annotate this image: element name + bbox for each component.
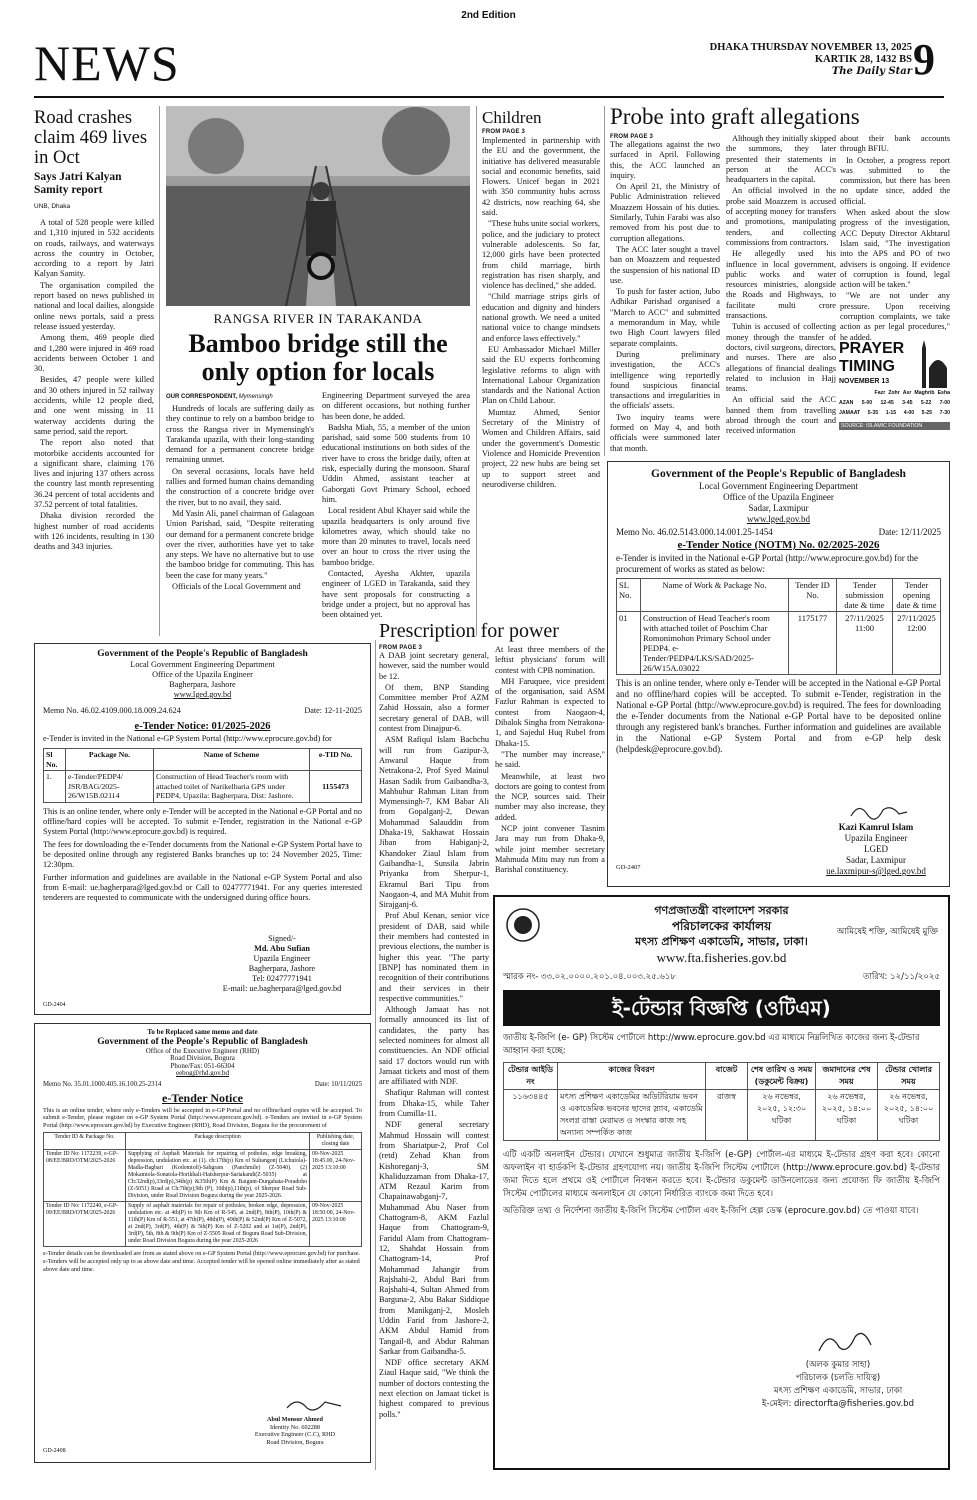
signatory-title: Sadar, Laxmipur (845, 855, 907, 865)
edition-label: 2nd Edition (461, 10, 516, 21)
bridge-kicker: RANGSA RIVER IN TARAKANDA (213, 311, 423, 326)
prayer-title-2: TIMING (839, 358, 895, 375)
tender-table (43, 748, 362, 803)
table-cell: Tender ID No: 1172240, e-GP-09/EE/BRD/OTM/2025-2026 (44, 1202, 126, 1247)
ad-subheading: Local Government Engineering Department (699, 481, 858, 491)
children-article (482, 108, 600, 636)
paragraph: A total of 528 people were killed and 1,310 injured in 532 accidents on roads, railways, and waterways across the country in October, according to a report by Jatri Kalyan Samity. (34, 218, 154, 279)
road-headline: Road crashes claim 469 lives in Oct (34, 108, 148, 168)
signatory-name: (অলক কুমার সাহা) (805, 1360, 871, 1370)
memo-row (43, 706, 362, 716)
table-cell: রাজস্ব (706, 1090, 748, 1141)
table-header: Name of Work & Package No. (641, 579, 789, 612)
signatory (738, 1359, 938, 1411)
ad-heading: গণপ্রজাতন্ত্রী বাংলাদেশ সরকার (654, 904, 789, 917)
signatory (230, 1416, 360, 1446)
from-page-label: FROM PAGE 3 (610, 134, 654, 140)
prayer-header: Zohr (888, 390, 900, 396)
paragraph: Although Jamaat has not formally announced its list of candidates, the party has selected nominees for almost all constituencies. An NDF official said 17 doctors would run with Jamaat tickets and most of them are affiliated with NDF. (379, 1005, 489, 1087)
paragraph: Badsha Miah, 55, a member of the union parishad, said some 500 students from 10 educational institutions on both sides of the river have to cross the bridge daily, often at risk, especially during the monsoon. Sharaf Uddin Ahmed, assistant teacher at Gaborgati Govt Primary School, echoed him. (322, 422, 470, 504)
jamaat-time: 5-35 (867, 410, 879, 416)
table-row (44, 1150, 362, 1202)
ad-website: www.lged.gov.bd (746, 514, 811, 524)
paragraph: "These hubs unite social workers, police, and the judiciary to protect vulnerable adolescents. So far, 12,000 girls have been protected from child marriage, birth registration has risen sharply, and violence has declined," she added. (482, 219, 600, 291)
table-cell: ২৬ নভেম্বর, ২০২৫, ১৪:০০ ঘটিকা (816, 1090, 878, 1141)
ad-subheading: Office of the Upazila Engineer (152, 670, 253, 679)
table-cell: Tender ID No: 1172239, e-GP-08/EE/BRD/OTM/2025-2026 (44, 1150, 126, 1202)
ad-top-note: To be Replaced same memo and date (147, 1028, 258, 1036)
memo-row (43, 1081, 362, 1089)
azan-time: 3-45 (902, 400, 913, 406)
table-header: Package No. (66, 749, 154, 771)
ad-email: eebog@rhd.gov.bd (175, 1069, 230, 1078)
page-number: 9 (913, 35, 935, 84)
table-cell: ১১৬৩৪৪৫ (504, 1090, 558, 1141)
bridge-col-1 (166, 404, 314, 634)
ad-subheading: Road Division, Bogura (170, 1054, 235, 1063)
paragraph: Two inquiry teams were formed on May 4, and both officials were summoned later that month. (610, 412, 720, 453)
paragraph: Of them, BNP Standing Committee member Prof AZM Zahid Hossain, also a former secretary general of DAB, will contest from Dinajpur-6. (379, 682, 489, 734)
paragraph: A DAB joint secretary general, however, said the number would be 12. (379, 651, 489, 681)
signatory (202, 934, 362, 994)
table-header: Package description (126, 1133, 310, 1150)
paragraph: Implemented in partnership with the EU and the government, the initiative has delivered measurable social and economic benefits, said Flowers. Unicef began in 2021 with 350 community hubs across 42 districts, now reaching 64, she said. (482, 136, 600, 218)
probe-col-2 (726, 134, 836, 456)
ad-subheading: Office of the Upazila Engineer (723, 492, 834, 502)
paragraph: Prof Abul Kenan, senior vice president of DAB, said while their members had contested in previous elections, the number is higher this year. "The party [BNP] has nominated them in recognition of their contributions and their services in their respective communities." (379, 911, 489, 1003)
prayer-title-1: PRAYER (839, 340, 905, 357)
paragraph: Tuhin is accused of collecting money through the transfer of doctors, civil surgeons, directors, and nurses. There are also allegations of financial dealings related to inclusion in Hajj teams. (726, 322, 836, 394)
ad-code: GD-2407 (616, 864, 641, 871)
signatory (811, 822, 941, 877)
jamaat-time: 4-00 (903, 410, 915, 416)
table-header-row (617, 579, 941, 612)
prayer-timing-box (839, 338, 950, 458)
jamaat-time: 7-30 (939, 410, 950, 416)
signatory-title: Upazila Engineer (844, 833, 908, 843)
mosque-icon (919, 338, 950, 388)
table-cell: মৎস্য প্রশিক্ষণ একাডেমির অডিটরিয়াম ভবন ও একাডেমিক ভবনের ছাদের স্ল্যাব, একাডেমি সংলগ্ন রাস্তা মেরামত ও সংস্কার কাজ সহ অন্যান্য সম্পর্কিত কাজ (558, 1090, 706, 1141)
notice-banner: ই-টেন্ডার বিজ্ঞপ্তি (ওটিএম) (503, 990, 940, 1026)
paragraph: Dhaka division recorded the highest number of road accidents with 126 incidents, resulting in 130 deaths and 343 injuries. (34, 511, 154, 552)
table-header-row (504, 1063, 940, 1090)
ad-code: GD-2404 (43, 1002, 66, 1008)
paragraph: He allegedly used his influence in local government, public works and water resources ministries, alongside the Roads and Highways, to facilitate multi crore transactions. (726, 249, 836, 321)
signature (815, 1327, 875, 1357)
table-header: শেষ তারিখ ও সময় (ডকুমেন্ট বিক্রয়) (748, 1063, 816, 1090)
table-cell: 27/11/2025 11:00 (837, 612, 893, 675)
table-header: বাজেট (706, 1063, 748, 1090)
table-cell: 1. (44, 771, 66, 803)
ad-paragraph: এটি একটি অনলাইন টেন্ডার। যেখানে শুধুমাত্র জাতীয় ই-জিপি (e-GP) পোর্টাল-এর মাধ্যমে ই-টেন্ডার গ্রহণ করা হবে। কোনো অফলাইন বা হার্ডকপি ই-টেন্ডার গ্রহণযোগ্য নয়। জাতীয় ই-জিপি সিস্টেম পোর্টালে (http://www.eprocure.gov.bd) ই-টেন্ডার জমা দিতে হলে প্রথমে ওই পোর্টালে নিবন্ধন করতে হবে। ই-টেন্ডার ডকুমেন্ট ডাউনলোডের জন্য প্রযোজ্য ফি জাতীয় ই-জিপি সিস্টেম পোর্টালের মাধ্যমে অনলাইনে যে কোনো নির্ধারিত ব্যাংকে জমা দিতে হবে। (503, 1150, 940, 1199)
ad-subheading: Local Government Engineering Department (130, 660, 275, 669)
bridge-photo (166, 106, 470, 306)
paragraph: Among them, 469 people died and 1,280 were injured in 469 road accidents between October 1 and 30. (34, 333, 154, 374)
probe-col-1 (610, 134, 720, 456)
ad-paragraph: This is an online tender, where only e-Tender will be accepted in the National e-GP Portal and no offline/hard copies will be accepted. To submit e-Tender, registration in the National e-GP System Portal (http://www.eprocure.gov.bd) is required. (43, 806, 362, 836)
table-row (617, 612, 941, 675)
table-header: Sl No. (44, 749, 66, 771)
table-cell: 09-Nov-2025 18:45.00, 24-Nov-2025 13:10:00 (310, 1150, 362, 1202)
azan-time: 7-00 (939, 400, 950, 406)
signatory-title: Upazila Engineer (253, 954, 311, 963)
jamaat-time: 5-25 (921, 410, 933, 416)
laxmipur-tender-ad (607, 461, 950, 887)
table-header: টেন্ডার খোলার সময় (878, 1063, 940, 1090)
memo-date: Date: 12/11/2025 (878, 527, 941, 537)
table-header-row (44, 1133, 362, 1150)
ad-intro: জাতীয় ই-জিপি (e- GP) সিস্টেম পোর্টালে http://www.eprocure.gov.bd এর মাধ্যমে নিম্নলিখিত কাজের জন্য ই-টেন্ডার আহ্বান করা হচ্ছে: (503, 1033, 920, 1056)
paragraph: Md Yasin Ali, panel chairman of Galagoan Union Parishad, said, "Despite reiterating our demand for a permanent concrete bridge over the river, authorities have yet to take any steps. We have no alternative but to use the bamboo bridge for commuting. This has been the case for many years." (166, 508, 314, 580)
column-rule (375, 640, 376, 1470)
paragraph: Contacted, Ayesha Akhter, upazila engineer of LGED in Tarakanda, said they have sent proposals for constructing a bridge under a project, but no approval has been obtained yet. (322, 569, 470, 620)
memo-date: Date: 12-11-2025 (304, 706, 362, 715)
bridge-headline: Bamboo bridge still the only option for locals (188, 329, 448, 386)
signatory-email: E-mail: ue.bagherpara@lged.gov.bd (222, 984, 342, 993)
signatory-name: Kazi Kamrul Islam (838, 822, 914, 832)
government-seal-icon (505, 907, 541, 943)
memo-number: Memo No. 46.02.4109.000.18.009.24.624 (43, 706, 181, 715)
byline-name: OUR CORRESPONDENT, (166, 394, 238, 400)
signatory-email: ue.laxmipur-s@lged.gov.bd (826, 866, 926, 876)
tender-table (616, 578, 941, 675)
children-headline: Children (482, 108, 542, 127)
azan-time: 12-45 (880, 400, 894, 406)
table-header: জমাদানের শেষ সময় (816, 1063, 878, 1090)
dateline-date: DHAKA THURSDAY NOVEMBER 13, 2025 (709, 42, 912, 53)
jamaat-row (839, 410, 950, 416)
tender-table (43, 1132, 362, 1247)
tender-table (503, 1062, 940, 1141)
paragraph: Shafiqur Rahman will contest from Dhaka-15, while Taher from Cumilla-11. (379, 1088, 489, 1119)
road-subhead: Says Jatri Kalyan Samity report (34, 171, 122, 196)
table-row (44, 1202, 362, 1247)
paragraph: Hundreds of locals are suffering daily as they continue to rely on a bamboo bridge to cross the Rangsa river in Mymensingh's Tarakanda upazila, with their long-standing demand for a permanent concrete bridge remaining unmet. (166, 404, 314, 465)
ad-paragraph: অতিরিক্ত তথ্য ও নির্দেশনা জাতীয় ই-জিপি সিস্টেম পোর্টাল এবং ই-জিপি হেল্প ডেস্ক (eprocure.gov.bd) তে পাওয়া যাবে। (503, 1206, 919, 1216)
probe-col-3 (840, 134, 950, 342)
memo-number: স্মারক নং- ৩৩.০২.০০০০.২০১.০৪.০০৩.২৫.৬১৮ (503, 972, 676, 982)
table-cell: Supply of asphalt materials for repair of potholes, broken edge, depression, undulation etc. at 4th(P) to 9th Km of R-545, at 2nd(P), 8th(P), 10th(P) & 11th(P) Km of R-551, at 47th(P), 48th(P), 49th(P) & 52nd(P) Km of Z-5072, at 2nd(P), 3rd(P), 4th(P) & 5th(P) Km of Z-5202 and at 1st(P), 2nd(P), 3rd(P), 5th, 8th & 9th(P) Km of Z-5505 Road of Bogura Road Sub-Division, under Road Division Bogura during the year 2025-2026 (126, 1202, 310, 1247)
ad-intro: e-Tender is invited in the National e-GP System Portal (http://www.eprocure.gov.bd) for (43, 734, 332, 743)
rhd-tender-ad (34, 1023, 371, 1463)
paragraph: On several occasions, locals have held rallies and formed human chains demanding the construction of a concrete bridge over the river, but to no avail, they said. (166, 466, 314, 507)
paragraph: EU Ambassador Michael Miller said the EU expects forthcoming legislative reforms to align with International Labour Organization standards and the National Action Plan on Child Labour. (482, 344, 600, 406)
paragraph: An official said the ACC banned them from travelling abroad through the court and received information (726, 395, 836, 436)
bamboo-bridge-photo-illustration (166, 106, 470, 306)
prescription-col-1 (379, 645, 489, 1475)
prayer-header: Esha (937, 390, 950, 396)
ad-paragraph: e-Tenders will be accepted only up to as above date and time. Accepted tender will be opened online immediately after as stated above date and time. (43, 1257, 360, 1273)
table-header: টেন্ডার আইডি নং (504, 1063, 558, 1090)
ad-subheading: পরিচালকের কার্যালয় (671, 919, 772, 933)
masthead-rule (34, 96, 944, 98)
signed-label: Signed/- (268, 934, 296, 943)
prayer-headers (839, 390, 950, 396)
from-page-label: FROM PAGE 3 (379, 645, 423, 651)
paragraph: "We are not under any pressure. Upon receiving corruption complaints, we take action as per legal procedures," he added. (840, 291, 950, 342)
ad-subheading: Phone/Fax: 051-66304 (170, 1061, 235, 1070)
prayer-source: SOURCE: ISLAMIC FOUNDATION (839, 422, 950, 430)
ad-heading: Government of the People's Republic of Bangladesh (97, 649, 308, 659)
ad-subheading: Sadar, Laxmipur (748, 503, 809, 513)
signatory-title: LGED (864, 844, 888, 854)
ad-website: www.fta.fisheries.gov.bd (656, 950, 787, 965)
table-cell: 09-Nov-2025 18:50:00, 24-Nov-2025 13:10:00 (310, 1202, 362, 1247)
paragraph: When asked about the slow progress of the investigation, ACC Deputy Director Akhtarul Islam said, "The investigation into the APS and PO of two advisers is ongoing. If evidence of corruption is found, legal action will be taken." (840, 208, 950, 290)
signature (285, 1394, 345, 1416)
table-cell: ২৬ নভেম্বর, ২০২৫, ১২:৩০ ঘটিকা (748, 1090, 816, 1141)
table-cell: Supplying of Asphalt Materials for repairing of potholes, edge breaking, depression, undulation etc. at (1). ch:17th(p) Km of Sultangonj (Lichutola)-Madla-Bagbari (Kodomtoli)-Sabgram (Panchmile) (Z-5040). (2) Mokamtola-Sonatola-Horikhali-Hatsherpur-Sariakandi(Z-5035) at Ch:32nd(p),33rd(p),34th(p) &35th(P) Km & Baigunt-Durgahata-Poradoho (Z-5051) Road at Ch:7th(p),9th (P), 10th(p),11th(p), of Sherpur Road Sub-Division, under Road Division Bogura during the year 2025-2026. (126, 1150, 310, 1202)
ad-code: GD-2408 (43, 1448, 66, 1454)
column-rule (604, 106, 605, 456)
table-header-row (44, 749, 362, 771)
ad-paragraph: e-Tender details can be downloaded are from as stated above on e-GP System Portal (http://www.eprocure.gov.bd) for purchase. (43, 1250, 361, 1258)
memo-date: তারিখ: ১২/১১/২০২৫ (863, 972, 940, 982)
table-cell: ২৬ নভেম্বর, ২০২৫, ১৪:০০ ঘটিকা (878, 1090, 940, 1141)
signatory-title: পরিচালক (চলতি দায়িত্ব) (795, 1373, 881, 1383)
road-byline: UNB, Dhaka (34, 203, 71, 210)
azan-row (839, 400, 950, 406)
paragraph: Local resident Abul Khayer said while the upazila headquarters is only around five kilometres away, which should take no more than 20 minutes to travel, locals need over an hour to cross the river using the bamboo bridge. (322, 506, 470, 567)
paragraph: Mumtaz Ahmed, Senior Secretary of the Ministry of Women and Children Affairs, said under the government's Domestic Violence and Homicide Prevention project, 22 new hubs are being set up to support street and neurodiverse children. (482, 407, 600, 489)
table-cell: 1175177 (789, 612, 837, 675)
signatory-title: Executive Engineer (C.C), RHD (254, 1431, 336, 1439)
column-rule (476, 106, 477, 636)
paper-name: The Daily Star (831, 66, 912, 77)
table-header: Tender submission date & time (837, 579, 893, 612)
ad-paragraph: The fees for downloading the e-Tender documents from the National e-GP System Portal have to be deposited online through any registered Banks branches up to: 24 November 2025, Time: 12:30pm. (43, 839, 362, 869)
table-header: Tender ID No. (789, 579, 837, 612)
bridge-byline (166, 394, 316, 400)
from-page-label: FROM PAGE 3 (482, 129, 526, 135)
notice-title: e-Tender Notice (NOTM) No. 02/2025-2026 (677, 539, 880, 551)
prayer-header: Asr (902, 390, 912, 396)
table-header: কাজের বিবরণ (558, 1063, 706, 1090)
memo-date: Date: 10/11/2025 (314, 1080, 362, 1088)
table-cell: 1155473 (310, 771, 362, 803)
ad-subheading: Office of the Executive Engineer (RHD) (145, 1046, 260, 1055)
paragraph: Although they initially skipped the summons, they later presented their statements in person at the ACC's headquarters in the capital. (726, 134, 836, 185)
signatory-name: Md. Abu Sufian (254, 944, 310, 953)
paragraph: ASM Rafiqul Islam Bachchu will run from Gazipur-3, Anwarul Haque from Netrakona-2, Prof Syed Mainul Hasan Sadik from Gaibandha-3, Mahbubur Rahman Litan from Mymensingh-7, KM Babar Ali from Gopalganj-2, Dewan Mohammad Salauddin from Dhaka-19, Sakhawat Hossain Jiban from Habiganj-2, Khandoker Ziaul Islam from Gaibandha-1, Sunsila Jabrin Priyanka from Sherpur-1, Ekramul Bari Tipu from Naogaon-4, and MA Muhit from Sirajganj-6. (379, 735, 489, 910)
ad-intro: This is an online tender, where only e-Tenders will be accepted in e-GP Portal and no offline/hard copies will be accepted. To submit e-Tender, please register on e-GP System Portal (http://www.eprocure.gov.bd). e-Tenders are invited in e-GP System Portal (http://www.eprocure.gov.bd) by Executive Engineer (RHD), Road Division, Bogura for the procurement of (43, 1106, 362, 1129)
azan-label: AZAN (839, 400, 854, 406)
signatory-title: Identity No. 602288 (269, 1423, 320, 1431)
ad-subheading: Bagherpara, Jashore (169, 680, 236, 689)
table-header: Tender opening date & time (893, 579, 941, 612)
signatory-name: Abul Monsur Ahmed (267, 1416, 323, 1423)
jamaat-time: 1-15 (885, 410, 897, 416)
byline-place: Mymensingh (238, 394, 273, 400)
prayer-header: Fazr (874, 390, 886, 396)
table-row (504, 1090, 940, 1141)
fisheries-tender-ad (493, 895, 950, 1470)
table-cell: 27/11/2025 12:00 (893, 612, 941, 675)
table-header: SL No. (617, 579, 641, 612)
paragraph: At least three members of the leftist physicians' forum will contest with CPB nomination. (495, 645, 605, 675)
jamaat-label: JAMAAT (839, 410, 861, 416)
table-cell: Construction of Head Teacher's room with attached toilet of Narikelbaria GPS under PEDP4, Upazila: Bagherpara, Dist: Jashore. (154, 771, 310, 803)
paragraph: To push for faster action, Jubo Adhikar Parishad organised a "March to ACC" and submitted a memorandum in May, while two High Court lawyers filed separate complaints. (610, 287, 720, 348)
paragraph: The allegations against the two surfaced in April. Following this, the ACC launched an inquiry. (610, 140, 720, 180)
bagherpara-tender-ad (34, 643, 371, 1015)
dateline (640, 42, 912, 78)
ad-website: www.lged.gov.bd (173, 690, 232, 699)
memo-row (503, 970, 940, 984)
column-rule (159, 106, 160, 636)
prayer-header: Maghrib (914, 390, 935, 396)
table-header: e-TID No. (310, 749, 362, 771)
table-header: Publishing date, closing date (310, 1133, 362, 1150)
road-body (34, 218, 154, 553)
paragraph: NDF general secretary Mahmud Hossain will contest from Shariatpur-2, Prof Col (retd) Zehad Khan from Kishoreganj-3, SM Khaliduzzaman from Dhaka-17, ATM Rezaul Karim from Chapainawabganj-7, Muhammad Abu Naser from Chattogram-8, AKM Fazlul Haque from Chattogram-9, Faridul Alam from Chattogram-12, Shahdat Hossain from Chattogram-14, Prof Mohammad Jahangir from Rajshahi-2, Abdul Bari from Rajshahi-4, Sultan Ahmed from Barguna-2, Abu Bakar Siddique from Manikganj-2, Mosleh Uddin Farid from Jashore-2, AKM Abdul Hamid from Tangail-8, and Abdur Rahman Sarkar from Gaibandha-5. (379, 1120, 489, 1356)
ad-paragraph: Further information and guidelines are available in the National e-GP System Portal and also from E-mail: ue.bagherpara@lged.gov.bd or Call to 02477771941. For any queries interested tenderers are requested to communicate with the undersigned during office hours. (43, 872, 362, 902)
memo-number: Memo No. 46.02.5143.000.14.001.25-1454 (616, 527, 773, 537)
memo-row (616, 527, 941, 538)
table-header: Tender ID & Package No. (44, 1133, 126, 1150)
ad-paragraph: This is an online tender, where only e-Tender will be accepted in the National e-GP Portal and no offline/hard copies will be accepted. To submit e-Tender, registration in the National e-GP Portal (http://www.eprocure.gov.bd) is required. The fees for downloading the e-Tender documents from the National e-GP Portal have to be deposited online through any registered bank's branches. Further information and guidelines are available in the National e-GP System Portal and from e-GP help desk (helpdesk@eprocure.gov.bd). (616, 678, 941, 754)
paragraph: An official involved in the probe said Moazzem is accused of accepting money for transfers and promotions, manipulating tenders, and collecting commissions from contractors. (726, 186, 836, 247)
paragraph: Meanwhile, at least two doctors are going to contest from the NCP, sources said. Their number may also increase, they added. (495, 771, 605, 822)
ad-heading: Government of the People's Republic of Bangladesh (97, 1036, 308, 1047)
table-row (44, 771, 362, 803)
azan-time: 5-22 (920, 400, 932, 406)
signature (849, 800, 909, 822)
ad-subheading: মৎস্য প্রশিক্ষণ একাডেমি, সাভার, ঢাকা। (635, 935, 808, 948)
paragraph: During preliminary investigation, the ACC's intelligence wing reportedly found suspicious financial transactions and irregularities in the officials' assets. (610, 349, 720, 411)
table-cell: 01 (617, 612, 641, 675)
signatory-title: মৎস্য প্রশিক্ষণ একাডেমি, সাভার, ঢাকা (773, 1386, 903, 1396)
prescription-headline: Prescription for power (379, 620, 559, 642)
signatory-title: Road Division, Bogura (266, 1438, 324, 1446)
paragraph: "Child marriage strips girls of education and dignity and hinders national growth. We need a united national voice to change mindsets and enforce laws effectively." (482, 292, 600, 343)
signatory-title: Bagherpara, Jashore (248, 964, 316, 973)
paragraph: In October, a progress report was submitted to the commission, but there has been no update since, added the official. (840, 155, 950, 206)
paragraph: "The number may increase," he said. (495, 749, 605, 770)
memo-number: Memo No. 35.01.1000.405.16.100.25-2314 (43, 1080, 162, 1088)
paragraph: NDF office secretary AKM Ziaul Haque said, "We think the number of doctors contesting the next election on Jamaat ticket is highest compared to previous polls." (379, 1358, 489, 1419)
signatory-phone: Tel: 02477771941 (252, 974, 312, 983)
paragraph: The organisation compiled the report based on news published in national and local dailies, alongside online news portals, said a press release issued yesterday. (34, 280, 154, 331)
paragraph: MH Faruquee, vice president of the organisation, said ASM Fazlur Rahman is expected to contest from Naogaon-4, Dibalok Singha from Netrakona-1, and Sajedul Huq Rubel from Dhaka-15. (495, 676, 605, 748)
paragraph: The ACC later sought a travel ban on Moazzem and requested the suspension of his national ID use. (610, 244, 720, 285)
probe-headline: Probe into graft allegations (610, 104, 860, 129)
prayer-date: NOVEMBER 13 (839, 378, 890, 385)
ad-heading: Government of the People's Republic of Bangladesh (651, 468, 906, 480)
ad-intro: e-Tender is invited in the National e-GP Portal (http://www.eprocure.gov.bd) for the procurement of works as stated as below: (616, 553, 919, 574)
paragraph: NCP joint convener Tasnim Jara may run from Dhaka-9, while joint member secretary Mahmuda Mitu may run from a Barishal constituency. (495, 824, 605, 875)
table-cell: Construction of Head Teacher's room with attached toilet of Poschim Char Romonimohon Primary School under PEDP4. e-Tender/PEDP4/LKS/SAD/2025-26/W15A.03022 (641, 612, 789, 675)
notice-title: e-Tender Notice: 01/2025-2026 (134, 721, 271, 732)
notice-title: e-Tender Notice (162, 1090, 243, 1105)
road-article (34, 108, 154, 608)
signatory-email: ই-মেইল: directorfta@fisheries.gov.bd (762, 1399, 914, 1409)
bridge-col-2 (322, 391, 470, 634)
ad-slogan: আমিষেই শক্তি, আমিষেই মুক্তি (836, 927, 938, 937)
dateline-bangla: KARTIK 28, 1432 BS (814, 54, 912, 65)
paragraph: Besides, 47 people were killed and 30 others injured in 52 railway accidents, while 12 people died, and one went missing in 11 waterway accidents during the same period, said the report. (34, 375, 154, 436)
paragraph: On April 21, the Ministry of Public Administration relieved Moazzem Hossain of his duties. Similarly, Tuhin Farabi was also removed from his post due to corruption allegations. (610, 182, 720, 243)
table-cell: e-Tender/PEDP4/ JSR/BAG/2025-26/W15B.02114 (66, 771, 154, 803)
paragraph: Engineering Department surveyed the area on different occasions, but nothing further has been done, he added. (322, 391, 470, 421)
azan-time: 5-00 (861, 400, 873, 406)
section-title: NEWS (34, 35, 180, 91)
paragraph: The report also noted that motorbike accidents accounted for a significant share, claiming 176 lives and injuring 137 others across the country last month representing 36.24 percent of total accidents and 37.52 percent of total fatalities. (34, 438, 154, 510)
table-header: Name of Scheme (154, 749, 310, 771)
paragraph: Officials of the Local Government and (172, 582, 301, 592)
prescription-col-2 (495, 645, 605, 895)
paragraph: about their bank accounts through BFIU. (840, 134, 950, 154)
